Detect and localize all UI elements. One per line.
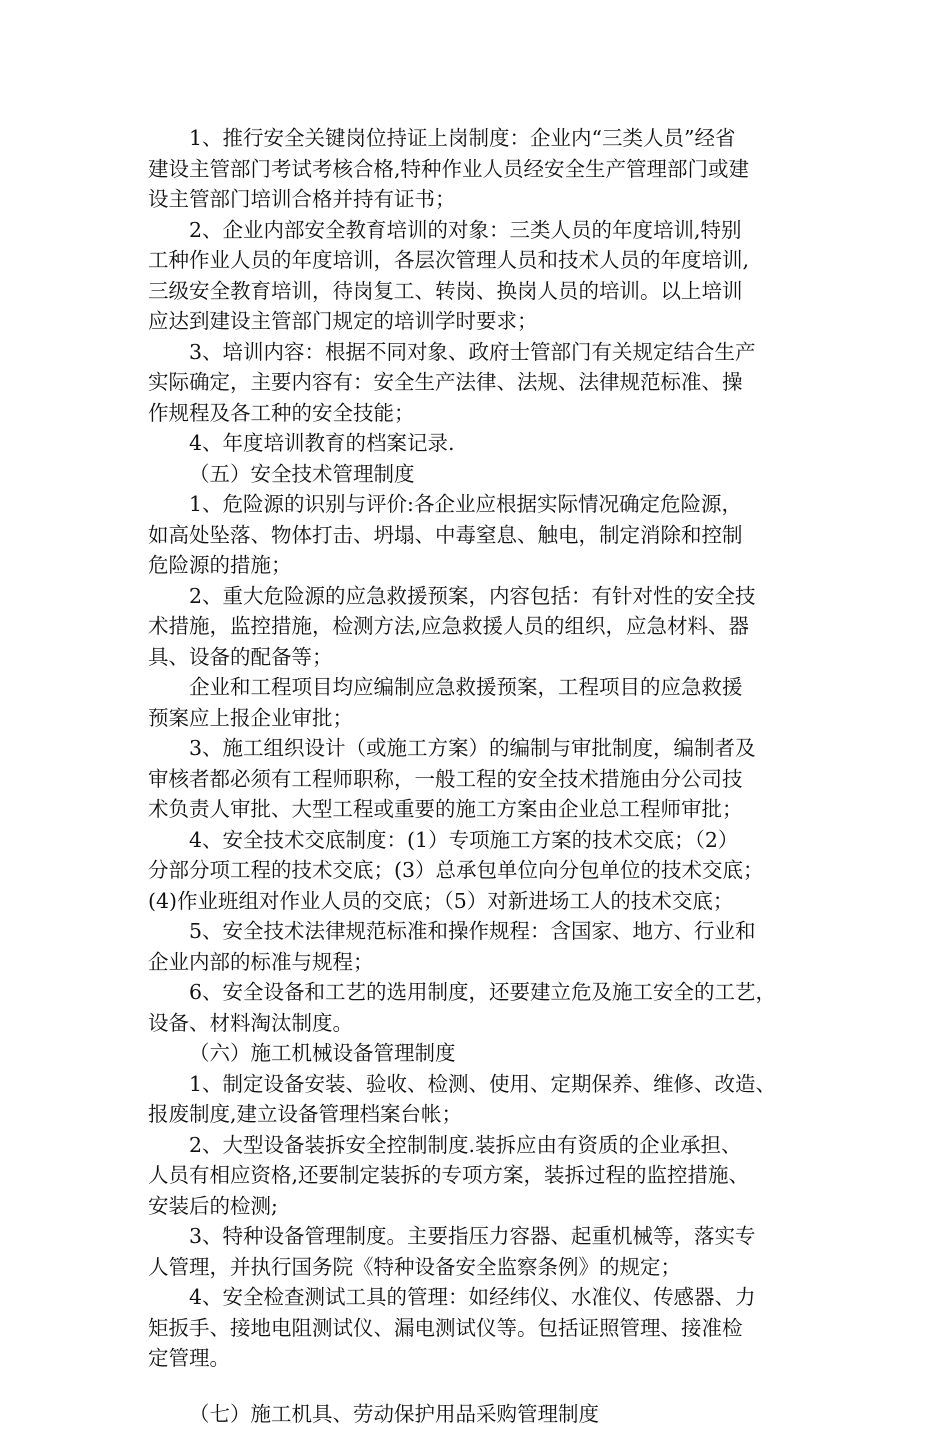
section-heading: （五）安全技术管理制度 (148, 459, 818, 490)
paragraph-line: 建设主管部门考试考核合格,特种作业人员经安全生产管理部门或建 (148, 154, 818, 185)
paragraph-line: 2、重大危险源的应急救援预案，内容包括：有针对性的安全技 (148, 581, 818, 612)
section-spacer (148, 1374, 818, 1399)
paragraph-line: 5、安全技术法律规范标准和操作规程：含国家、地方、行业和 (148, 916, 818, 947)
paragraph-line: 3、培训内容：根据不同对象、政府士管部门有关规定结合生产 (148, 337, 818, 368)
paragraph-line: 人员有相应资格,还要制定装拆的专项方案，装拆过程的监控措施、 (148, 1160, 818, 1191)
paragraph-line: 1、危险源的识别与评价:各企业应根据实际情况确定危险源， (148, 489, 818, 520)
paragraph-line: 审核者都必须有工程师职称，一般工程的安全技术措施由分公司技 (148, 764, 818, 795)
paragraph-line: 定管理。 (148, 1343, 818, 1374)
paragraph-line: 安装后的检测; (148, 1191, 818, 1222)
paragraph-line: 作规程及各工种的安全技能； (148, 398, 818, 429)
paragraph-line: 报废制度,建立设备管理档案台帐； (148, 1099, 818, 1130)
paragraph-line: 企业内部的标准与规程； (148, 947, 818, 978)
paragraph-line: 人管理，并执行国务院《特种设备安全监察条例》的规定； (148, 1252, 818, 1283)
document-body (148, 123, 818, 1429)
paragraph-line: 6、安全设备和工艺的选用制度，还要建立危及施工安全的工艺， (148, 977, 818, 1008)
paragraph-line: 三级安全教育培训，待岗复工、转岗、换岗人员的培训。以上培训 (148, 276, 818, 307)
paragraph-line: 设备、材料淘汰制度。 (148, 1008, 818, 1039)
paragraph-line: 企业和工程项目均应编制应急救援预案，工程项目的应急救援 (148, 672, 818, 703)
paragraph-line: 4、安全技术交底制度：(1）专项施工方案的技术交底；（2） (148, 825, 818, 856)
paragraph-line: 应达到建设主管部门规定的培训学时要求； (148, 306, 818, 337)
paragraph-line: 危险源的措施； (148, 550, 818, 581)
paragraph-line: 3、施工组织设计（或施工方案）的编制与审批制度，编制者及 (148, 733, 818, 764)
paragraph-line: 3、特种设备管理制度。主要指压力容器、起重机械等，落实专 (148, 1221, 818, 1252)
paragraph-line: 4、年度培训教育的档案记录. (148, 428, 818, 459)
paragraph-line: 实际确定，主要内容有：安全生产法律、法规、法律规范标准、操 (148, 367, 818, 398)
paragraph-line: 具、设备的配备等； (148, 642, 818, 673)
paragraph-line: 4、安全检查测试工具的管理：如经纬仪、水准仪、传感器、力 (148, 1282, 818, 1313)
paragraph-line: 工种作业人员的年度培训，各层次管理人员和技术人员的年度培训, (148, 245, 818, 276)
paragraph-line: 2、大型设备装拆安全控制制度.装拆应由有资质的企业承担、 (148, 1130, 818, 1161)
paragraph-line: 分部分项工程的技术交底；(3）总承包单位向分包单位的技术交底； (148, 855, 818, 886)
paragraph-line: 1、推行安全关键岗位持证上岗制度：企业内“三类人员”经省 (148, 123, 818, 154)
paragraph-line: 预案应上报企业审批； (148, 703, 818, 734)
section-heading: （七）施工机具、劳动保护用品采购管理制度 (148, 1399, 818, 1429)
paragraph-line: 术措施，监控措施，检测方法,应急救援人员的组织，应急材料、器 (148, 611, 818, 642)
paragraph-line: 2、企业内部安全教育培训的对象：三类人员的年度培训,特别 (148, 215, 818, 246)
paragraph-line: 矩扳手、接地电阻测试仪、漏电测试仪等。包括证照管理、接准检 (148, 1313, 818, 1344)
section-heading: （六）施工机械设备管理制度 (148, 1038, 818, 1069)
paragraph-line: (4)作业班组对作业人员的交底；（5）对新进场工人的技术交底； (148, 886, 818, 917)
paragraph-line: 术负责人审批、大型工程或重要的施工方案由企业总工程师审批； (148, 794, 818, 825)
paragraph-line: 如高处坠落、物体打击、坍塌、中毒窒息、触电，制定消除和控制 (148, 520, 818, 551)
paragraph-line: 设主管部门培训合格并持有证书； (148, 184, 818, 215)
paragraph-line: 1、制定设备安装、验收、检测、使用、定期保养、维修、改造、 (148, 1069, 818, 1100)
